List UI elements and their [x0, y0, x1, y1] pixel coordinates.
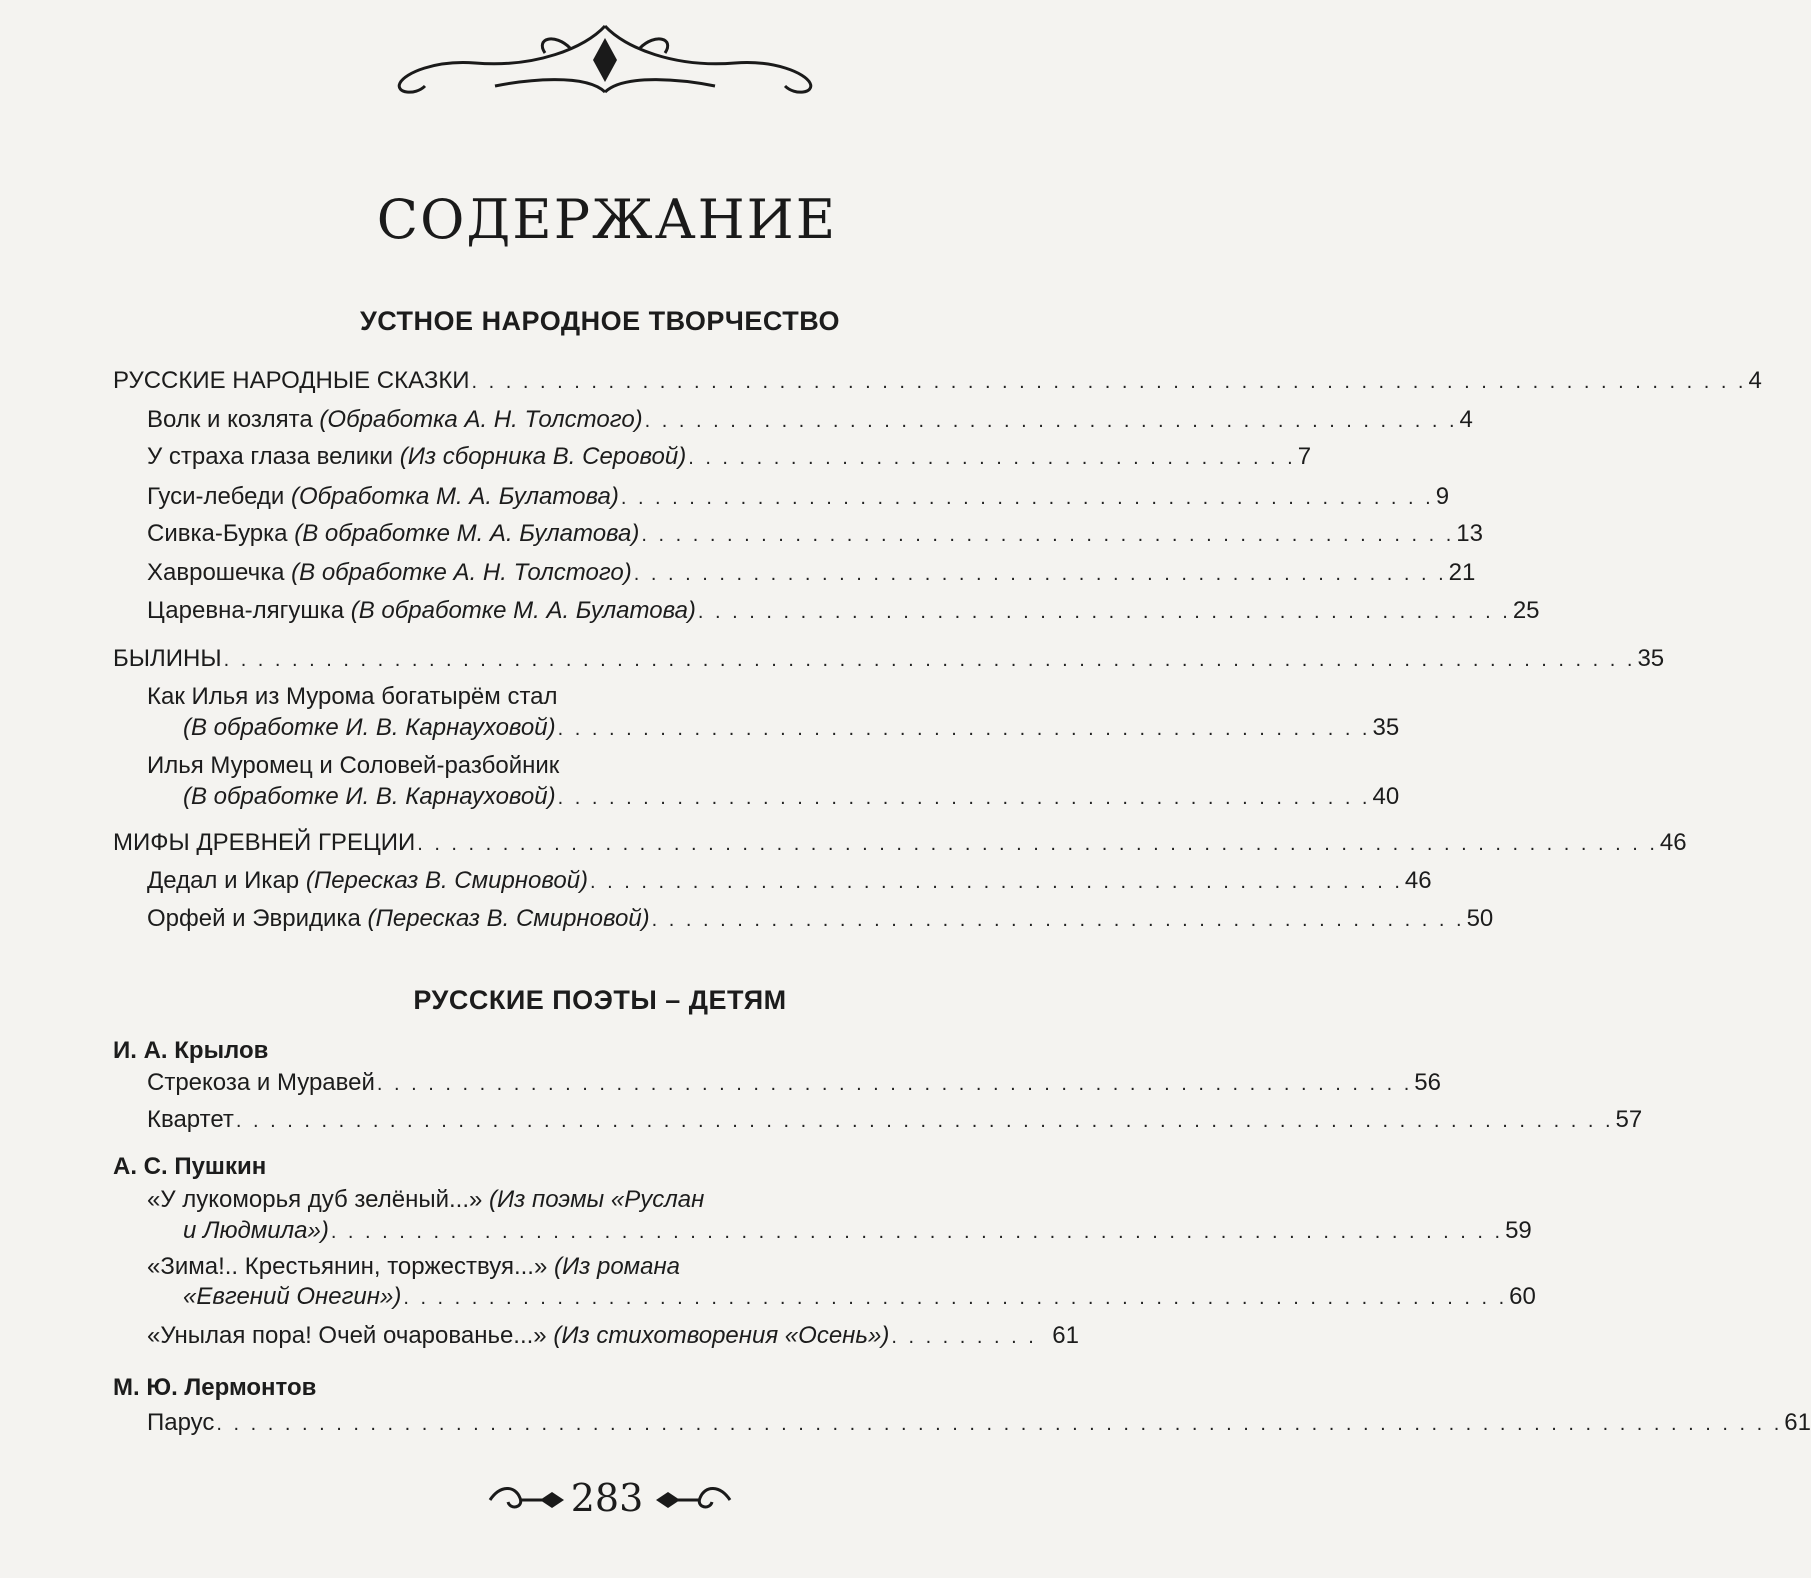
leader-dots: . . . . . . . . . . . . . . . . . . . . . . . . . . . . . . . . . . . . . . . . . . . . . . . . . . . . . . . . . . . . . . . . . . . . . . . . . . . . . . . . . . .	[223, 649, 1636, 671]
leader-dots: . . . . . . . . . . . . . . . . . . . . . . . . . . . . . . . . . . . . . . . . . . . . . . . .	[557, 718, 1371, 740]
leader-dots: . . . . . . . . .	[891, 1326, 1037, 1348]
toc-entry-page: 60	[1509, 1283, 1536, 1310]
leader-dots: . . . . . . . . . . . . . . . . . . . . . . . . . . . . . . . . . . . . . . . . . . . . . . . .	[641, 524, 1455, 546]
toc-entry-page: 35	[1372, 714, 1400, 741]
leader-dots: . . . . . . . . . . . . . . . . . . . . . . . . . . . . . . . . . . . . . . . . . . . . . . . . . . . . . . . . . . . . . . . . . . . . . . . . . . . . . . . . . . . . . . . . . . . .	[216, 1413, 1783, 1435]
toc-entry-note: (Из стихотворения «Осень»)	[553, 1322, 890, 1349]
leader-dots: . . . . . . . . . . . . . . . . . . . . . . . . . . . . . . . . . . . . . . . . . . . . . . . . . . . . . . . . . . . . . . . . . . . . . . . . . . . . . . . . .	[235, 1110, 1614, 1132]
toc-entry-page: 35	[1637, 645, 1665, 672]
leader-dots: . . . . . . . . . . . . . . . . . . . . . . . . . . . . . . . . . . . . . . . . . . . . . . . .	[557, 787, 1371, 809]
toc-entry-title-line2: и Людмила»)	[183, 1217, 329, 1244]
leader-dots: . . . . . . . . . . . . . . . . . . . . . . . . . . . . . . . . . . . . . . . . . . . . . . . .	[620, 487, 1434, 509]
toc-entry[interactable]	[147, 1105, 1643, 1136]
toc-entry-russian-tales[interactable]	[113, 366, 1762, 397]
toc-entry-page: 4	[1459, 406, 1473, 433]
leader-dots: . . . . . . . . . . . . . . . . . . . . . . . . . . . . . . . . . . . . . . . . . . . . . . . .	[697, 601, 1511, 623]
toc-entry-note: (Пересказ В. Смирновой)	[367, 905, 650, 932]
toc-entry-title: Гуси-лебеди	[147, 483, 285, 510]
leader-dots: . . . . . . . . . . . . . . . . . . . . . . . . . . . . . . . . . . . . . . . . . . . . . . . .	[644, 410, 1458, 432]
toc-entry-page: 4	[1748, 367, 1762, 394]
toc-entry[interactable]	[147, 866, 1432, 897]
toc-entry-title: РУССКИЕ НАРОДНЫЕ СКАЗКИ	[113, 367, 470, 394]
toc-entry-page: 46	[1404, 867, 1432, 894]
toc-entry-page: 61	[1784, 1409, 1811, 1436]
toc-entry-page: 46	[1659, 829, 1687, 856]
toc-entry-title: Дедал и Икар	[147, 867, 300, 894]
section-heading-russian-poets: РУССКИЕ ПОЭТЫ – ДЕТЯМ	[413, 985, 787, 1015]
toc-entry-page: 40	[1372, 783, 1400, 810]
toc-entry[interactable]	[147, 519, 1483, 550]
toc-entry[interactable]	[147, 482, 1450, 513]
toc-entry-note: (Обработка А. Н. Толстого)	[319, 406, 643, 433]
section-heading-oral-folk-art: УСТНОЕ НАРОДНОЕ ТВОРЧЕСТВО	[359, 306, 841, 336]
toc-entry[interactable]	[147, 442, 1312, 473]
toc-entry-note: (В обработке И. В. Карнауховой)	[183, 783, 556, 810]
toc-entry-page: 59	[1505, 1217, 1532, 1244]
toc-entry[interactable]	[147, 1321, 1079, 1352]
toc-entry-page: 57	[1615, 1106, 1643, 1133]
toc-entry-page: 21	[1448, 559, 1476, 586]
toc-entry-note: (В обработке А. Н. Толстого)	[291, 559, 632, 586]
leader-dots: . . . . . . . . . . . . . . . . . . . . . . . . . . . . . . . . . . . .	[688, 447, 1296, 469]
toc-entry-note: (В обработке И. В. Карнауховой)	[183, 714, 556, 741]
toc-entry-title: Орфей и Эвридика	[147, 905, 361, 932]
toc-entry-title-line1: «Зима!.. Крестьянин, торжествуя...» (Из романа	[147, 1253, 681, 1280]
leader-dots: . . . . . . . . . . . . . . . . . . . . . . . . . . . . . . . . . . . . . . . . . . . . . . . . . . . . . . . . . . . . .	[376, 1073, 1413, 1095]
toc-entry-title: Волк и козлята	[147, 406, 313, 433]
toc-entry-title-line1: «У лукоморья дуб зелёный...» (Из поэмы «Руслан	[147, 1186, 705, 1213]
toc-entry-page: 61	[1052, 1322, 1079, 1349]
toc-entry-title: У страха глаза велики	[147, 443, 394, 470]
toc-entry-title: Квартет	[147, 1106, 234, 1133]
toc-entry-myths[interactable]	[113, 828, 1687, 859]
toc-entry[interactable]	[147, 1408, 1811, 1439]
leader-dots: . . . . . . . . . . . . . . . . . . . . . . . . . . . . . . . . . . . . . . . . . . . . . . . .	[633, 563, 1447, 585]
toc-entry-title: БЫЛИНЫ	[113, 645, 222, 672]
toc-entry-note: (Обработка М. А. Булатова)	[290, 483, 619, 510]
author-name-krylov: И. А. Крылов	[113, 1037, 269, 1064]
toc-entry-byliny[interactable]	[113, 644, 1665, 675]
toc-entry[interactable]	[147, 904, 1494, 935]
leader-dots: . . . . . . . . . . . . . . . . . . . . . . . . . . . . . . . . . . . . . . . . . . . . . . . . . . . . . . . . . . . . . . . . . . . . . . . . . . .	[471, 371, 1747, 393]
toc-entry-note: (В обработке М. А. Булатова)	[350, 597, 696, 624]
toc-entry-note: (Из сборника В. Серовой)	[399, 443, 687, 470]
page-title: СОДЕРЖАНИЕ	[376, 188, 838, 251]
toc-entry-page: 9	[1435, 483, 1450, 510]
toc-entry[interactable]	[183, 713, 1400, 744]
toc-entry-title: Илья Муромец и Соловей-разбойник	[147, 752, 560, 779]
toc-entry[interactable]	[147, 596, 1540, 627]
toc-entry-page: 50	[1466, 905, 1494, 932]
toc-entry-title: Как Илья из Мурома богатырём стал	[147, 683, 558, 710]
leader-dots: . . . . . . . . . . . . . . . . . . . . . . . . . . . . . . . . . . . . . . . . . . . . . . . . . . . . . . . . . . . . . . . . .	[403, 1287, 1508, 1309]
leader-dots: . . . . . . . . . . . . . . . . . . . . . . . . . . . . . . . . . . . . . . . . . . . . . . . . . . . . . . . . . . . . . . . . . . . . . . . . .	[417, 833, 1658, 855]
toc-entry[interactable]	[183, 1282, 1536, 1313]
toc-entry-page: 7	[1297, 443, 1312, 470]
leader-dots: . . . . . . . . . . . . . . . . . . . . . . . . . . . . . . . . . . . . . . . . . . . . . . . .	[590, 871, 1403, 893]
toc-entry[interactable]	[147, 558, 1476, 589]
toc-entry[interactable]	[147, 1068, 1441, 1099]
toc-entry-page: 56	[1414, 1069, 1441, 1096]
toc-entry-title: «Унылая пора! Очей очарованье...»	[147, 1322, 547, 1349]
toc-entry-title: Парус	[147, 1409, 215, 1436]
toc-entry-title: Сивка-Бурка	[147, 520, 288, 547]
toc-entry-note: (Пересказ В. Смирновой)	[305, 867, 589, 894]
author-name-lermontov: М. Ю. Лермонтов	[113, 1374, 317, 1401]
page-number: 283	[570, 1476, 644, 1520]
toc-entry-page: 25	[1512, 597, 1540, 624]
toc-entry-title: МИФЫ ДРЕВНЕЙ ГРЕЦИИ	[113, 829, 416, 856]
toc-entry-page: 13	[1456, 520, 1483, 547]
toc-entry-title-line2: «Евгений Онегин»)	[183, 1283, 402, 1310]
leader-dots: . . . . . . . . . . . . . . . . . . . . . . . . . . . . . . . . . . . . . . . . . . . . . . . . . . . . . . . . . . . . . . . . . . . . .	[330, 1221, 1504, 1243]
toc-entry-title: Хаврошечка	[147, 559, 285, 586]
author-name-pushkin: А. С. Пушкин	[113, 1153, 267, 1180]
toc-entry-note: (В обработке М. А. Булатова)	[294, 520, 640, 547]
toc-entry-title: Стрекоза и Муравей	[147, 1069, 375, 1096]
decorative-flourish-top	[385, 18, 825, 100]
toc-entry[interactable]	[183, 1216, 1532, 1247]
toc-entry[interactable]	[147, 405, 1473, 436]
toc-entry-title: Царевна-лягушка	[147, 597, 345, 624]
leader-dots: . . . . . . . . . . . . . . . . . . . . . . . . . . . . . . . . . . . . . . . . . . . . . . . .	[651, 909, 1465, 931]
toc-entry[interactable]	[183, 782, 1400, 813]
